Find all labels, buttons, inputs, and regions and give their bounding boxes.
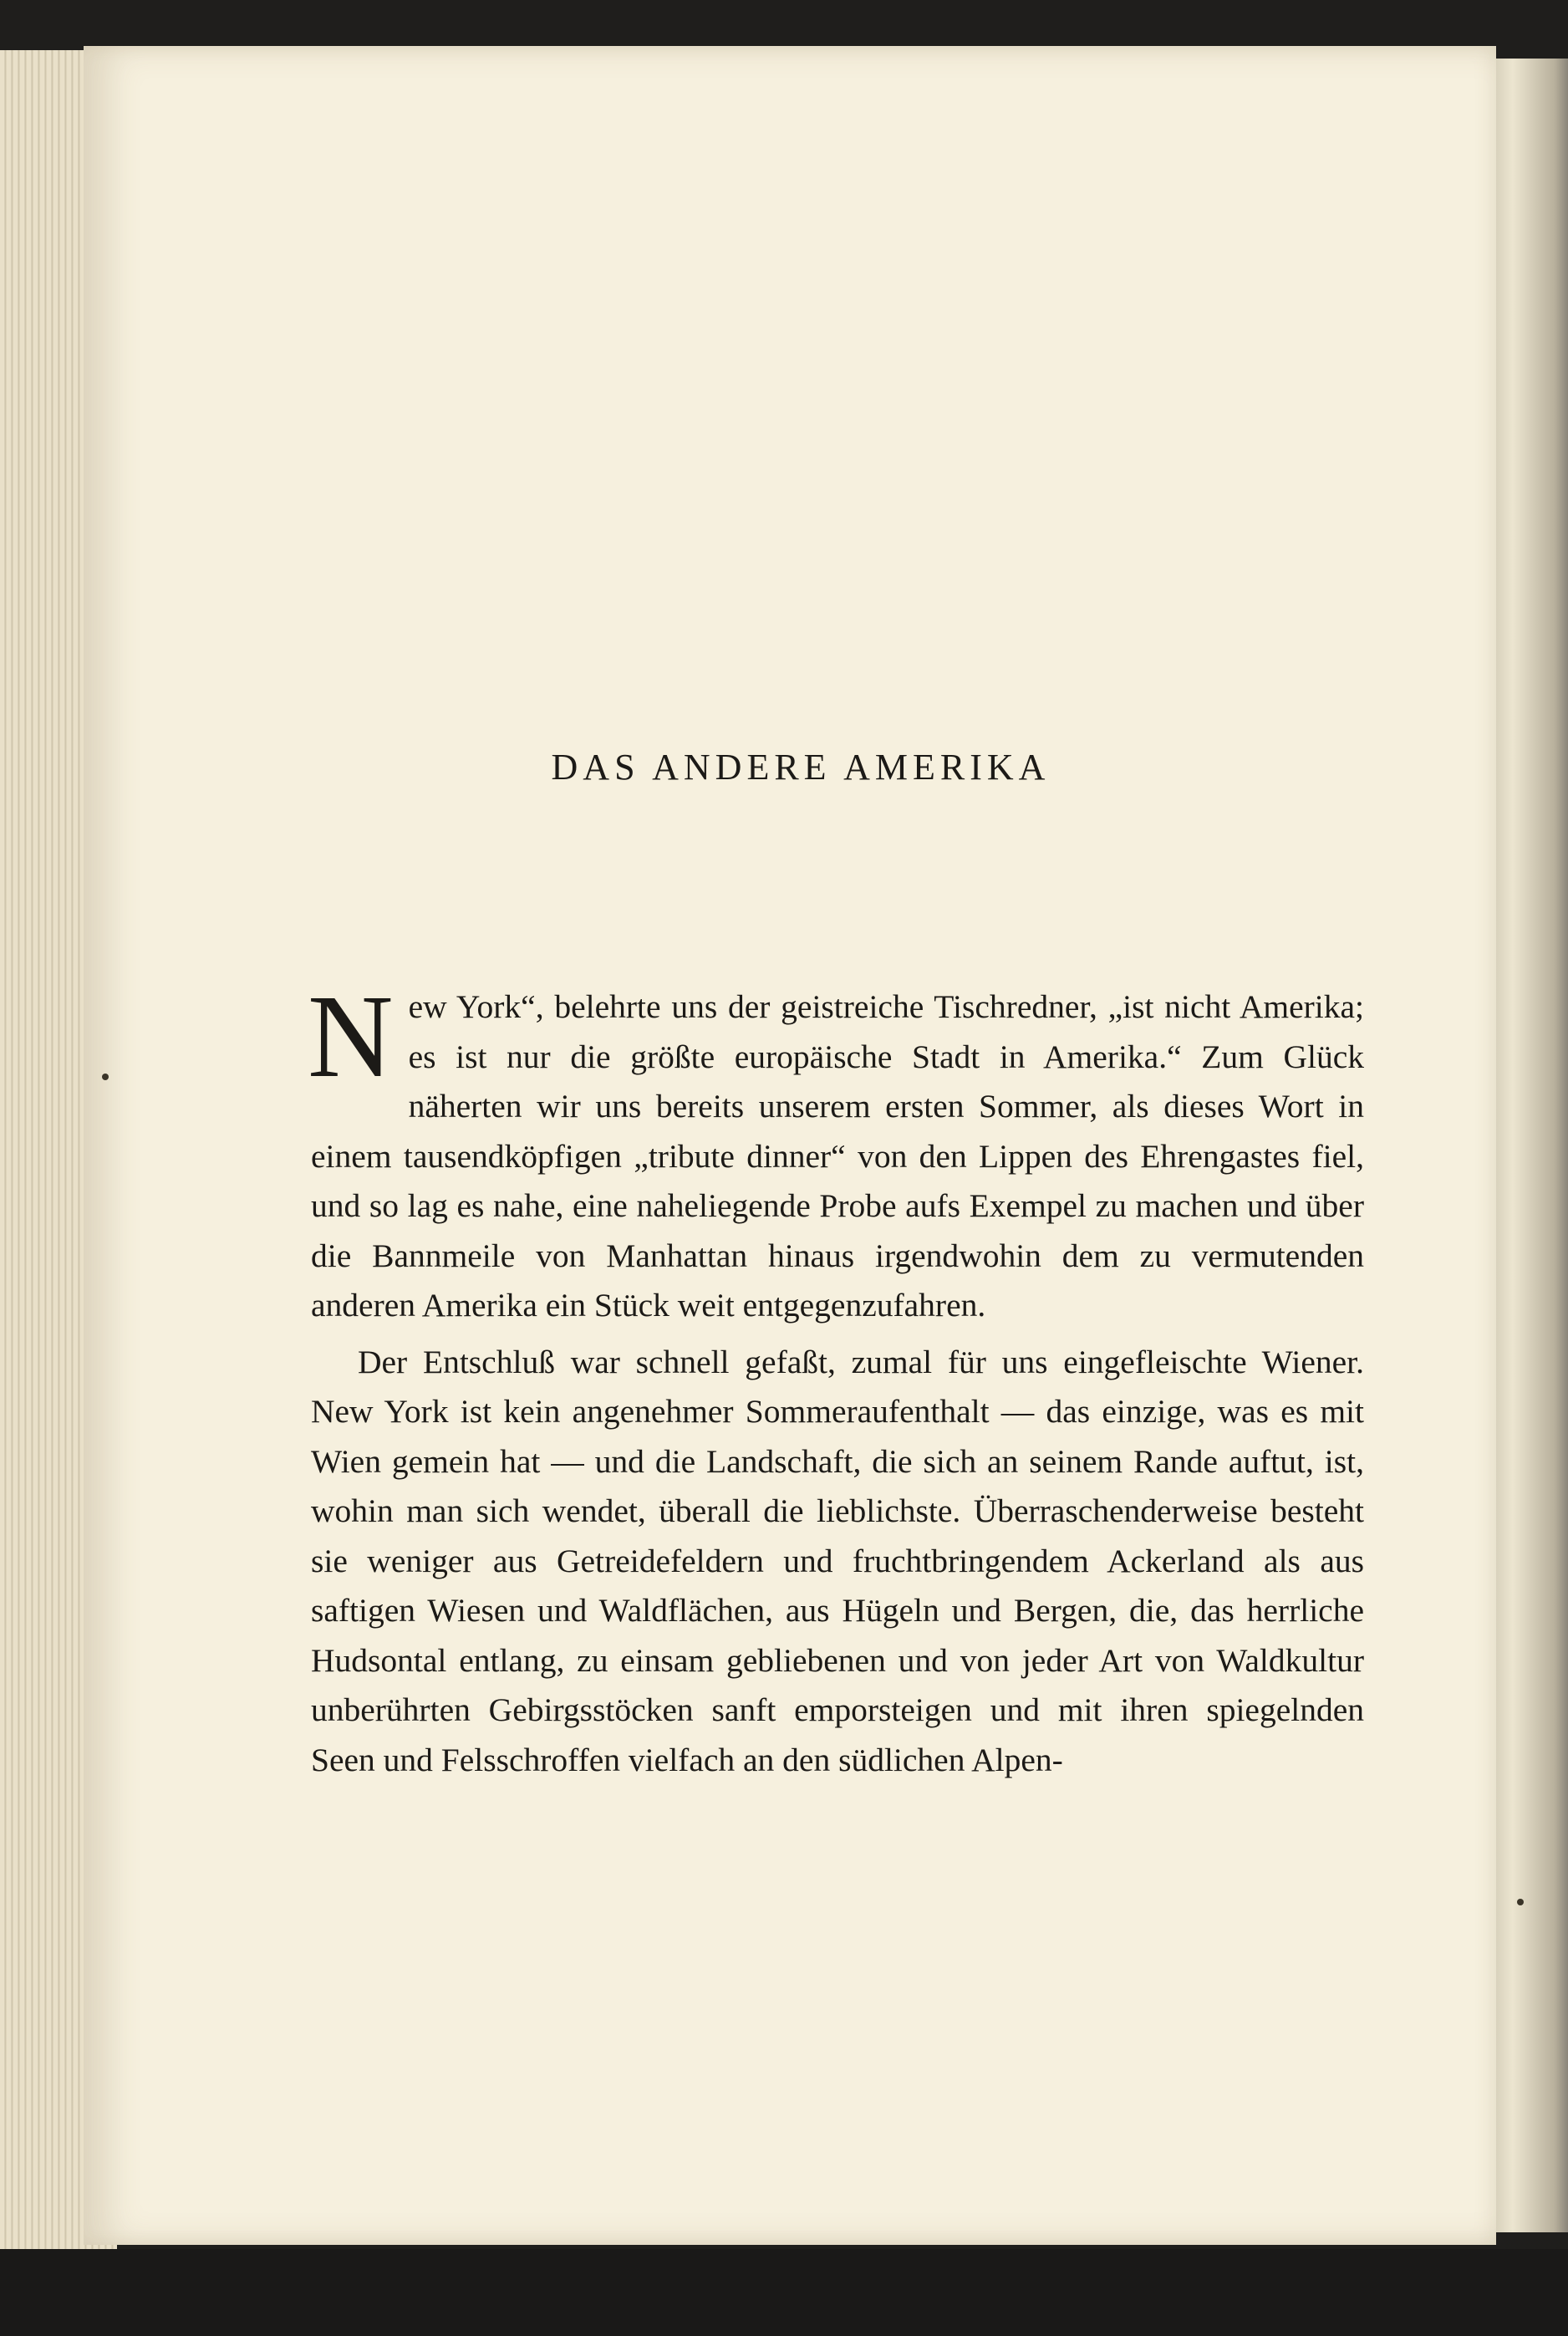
body-text (308, 970, 1364, 1785)
margin-speck (102, 1074, 109, 1080)
scan-background (0, 2249, 1568, 2336)
facing-page-edge (1496, 59, 1568, 2232)
paragraph-1-text: ew York“, belehrte uns der geistreiche Tischredner, „ist nicht Amerika; es ist nur die größte europäische Stadt in Amerika.“ Zum Glück näherten wir uns bereits unserem ersten Sommer, als dieses Wort in einem tausendköpfigen „tribute dinner“ von den Lippen des Ehrengastes fiel, und so lag es nahe, eine naheliegende Probe aufs Exempel zu machen und über die Bannmeile von Manhattan hinaus irgendwohin dem zu vermutenden anderen Amerika ein Stück weit entgegenzufahren. (311, 988, 1364, 1324)
chapter-title: DAS ANDERE AMERIKA (551, 747, 1051, 788)
paragraph-2: Der Entschluß war schnell gefaßt, zumal für uns eingefleischte Wiener. New York ist kein angenehmer Sommeraufenthalt — das einzige, was es mit Wien gemein hat — und die Landschaft, die sich an seinem Rande auftut, ist, wohin man sich wendet, überall die lieblichste. Überraschenderweise besteht sie weniger aus Getreidefeldern und fruchtbringendem Ackerland als aus saftigen Wiesen und Waldflächen, aus Hügeln und Bergen, die, das herrliche Hudsontal entlang, zu einsam gebliebenen und von jeder Art von Waldkultur unberührten Gebirgsstöcken sanft emporsteigen und mit ihren spiegelnden Seen und Felsschroffen vielfach an den südlichen Alpen- (311, 1343, 1364, 1778)
drop-cap: N (308, 970, 394, 1102)
paragraph-1 (308, 970, 1364, 1331)
margin-speck (1517, 1899, 1524, 1905)
